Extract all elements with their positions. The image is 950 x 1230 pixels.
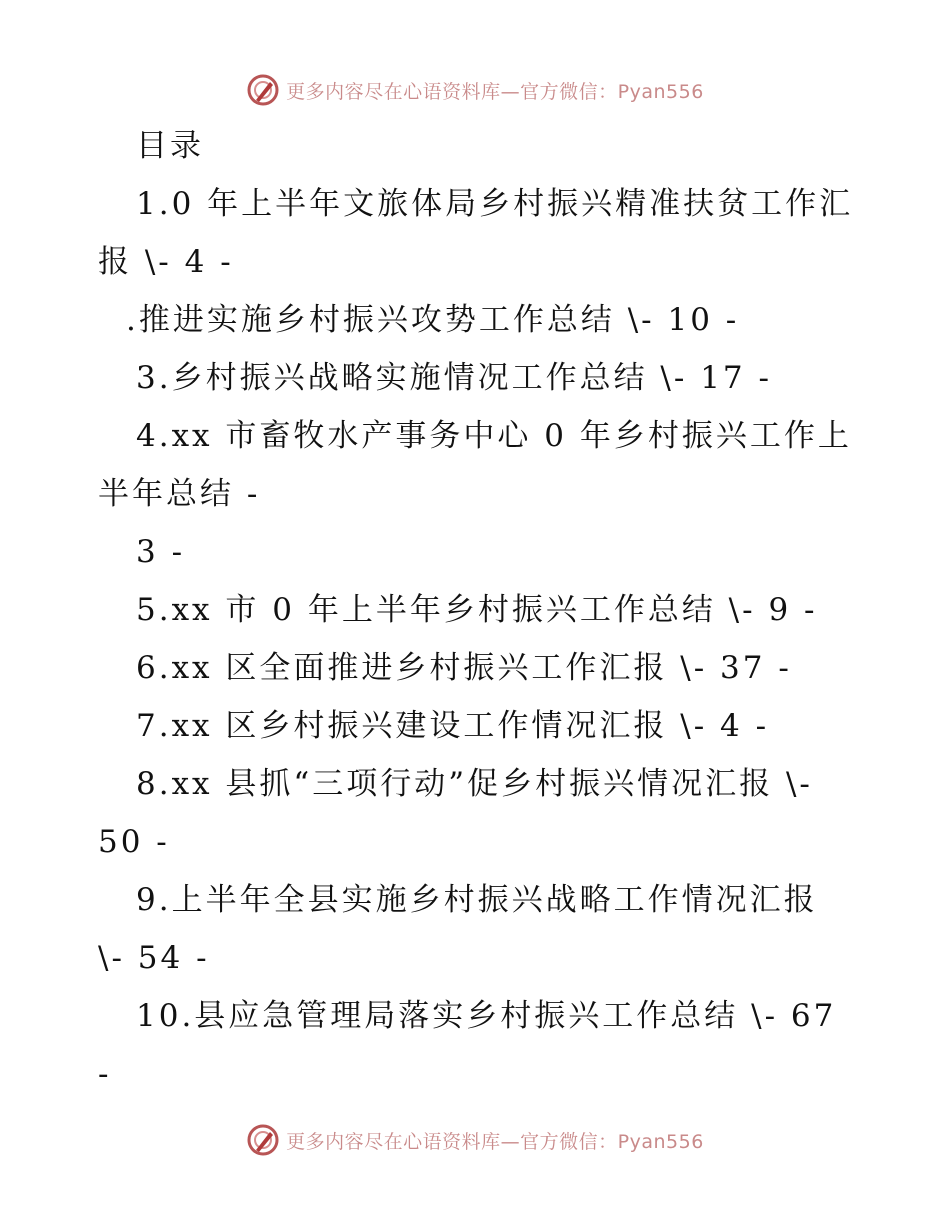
pen-logo-icon (246, 73, 280, 107)
toc-entry: .推进实施乡村振兴攻势工作总结 \- 10 - (126, 302, 740, 338)
toc-entry: 8.xx 县抓“三项行动”促乡村振兴情况汇报 \- (136, 766, 813, 802)
toc-entry: 9.上半年全县实施乡村振兴战略工作情况汇报 (136, 882, 818, 918)
toc-entry: 6.xx 区全面推进乡村振兴工作汇报 \- 37 - (136, 650, 792, 686)
watermark-text: 更多内容尽在心语资料库—官方微信：Pyan556 (286, 1130, 704, 1153)
table-of-contents (98, 117, 858, 1103)
toc-entry: 3.乡村振兴战略实施情况工作总结 \- 17 - (136, 360, 772, 396)
toc-heading: 目录 (136, 128, 204, 164)
pen-logo-icon (246, 1123, 280, 1157)
toc-entry: 4.xx 市畜牧水产事务中心 0 年乡村振兴工作上 (136, 418, 852, 454)
toc-entry-continuation: \- 54 - (98, 940, 210, 976)
toc-entry: 7.xx 区乡村振兴建设工作情况汇报 \- 4 - (136, 708, 770, 744)
toc-entry: 1.0 年上半年文旅体局乡村振兴精准扶贫工作汇 (136, 186, 854, 222)
header-watermark (0, 70, 950, 110)
toc-entry-continuation: 报 \- 4 - (98, 244, 234, 280)
toc-entry-continuation: 3 - (136, 534, 186, 570)
toc-entry-continuation: - (98, 1056, 112, 1092)
toc-entry: 10.县应急管理局落实乡村振兴工作总结 \- 67 (136, 998, 837, 1034)
toc-entry-continuation: 半年总结 - (98, 476, 261, 512)
toc-entry-continuation: 50 - (98, 824, 170, 860)
watermark-text: 更多内容尽在心语资料库—官方微信：Pyan556 (286, 80, 704, 103)
toc-entry: 5.xx 市 0 年上半年乡村振兴工作总结 \- 9 - (136, 592, 818, 628)
footer-watermark (0, 1120, 950, 1160)
